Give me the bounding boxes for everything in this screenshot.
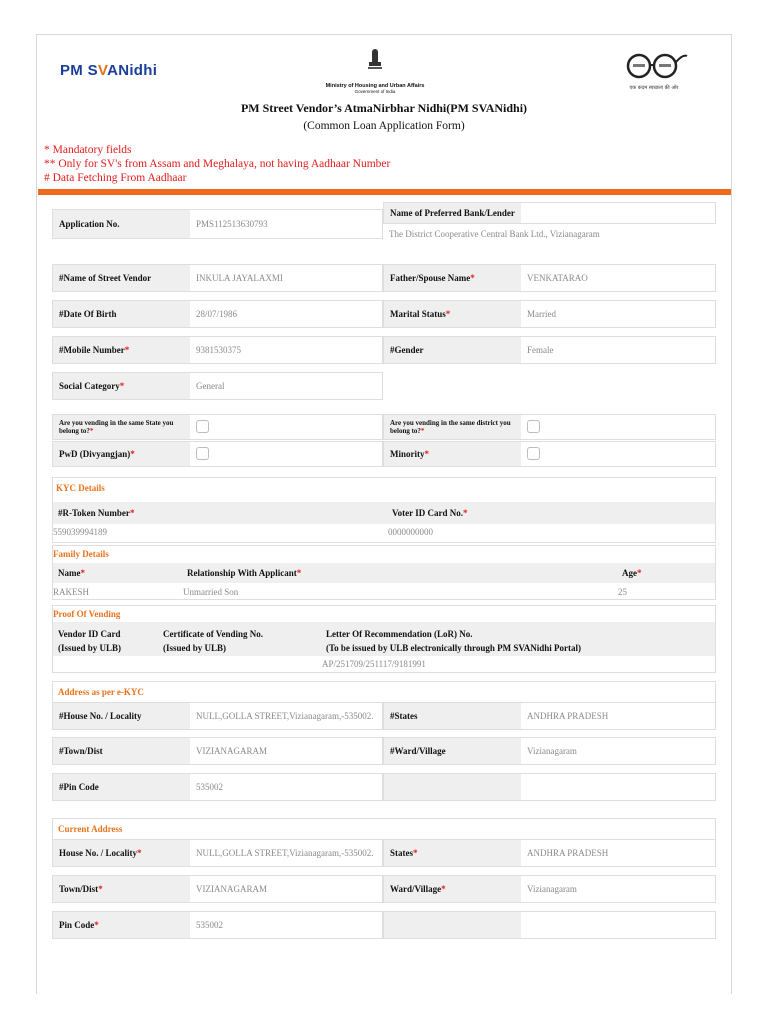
- same-district-checkbox[interactable]: [527, 420, 540, 433]
- gender-label: #Gender: [384, 337, 521, 363]
- form-subtitle: (Common Loan Application Form): [303, 120, 465, 132]
- ekyc-ward-value: Vizianagaram: [527, 746, 577, 756]
- ekyc-pin-value: 535002: [196, 782, 223, 792]
- same-state-checkbox[interactable]: [196, 420, 209, 433]
- marital-status-label: Marital Status *: [384, 301, 521, 327]
- minority-label: Minority *: [384, 442, 521, 466]
- pm-svanidhi-logo: PM SVANidhi: [60, 62, 158, 79]
- pwd-label: PwD (Divyangjan) *: [53, 442, 190, 466]
- ekyc-address-title: Address as per e-KYC: [58, 687, 144, 697]
- minority-checkbox[interactable]: [527, 447, 540, 460]
- current-pin-value: 535002: [196, 920, 223, 930]
- application-no-field: [52, 209, 383, 239]
- same-state-label: Are you vending in the same State you belong to?*: [53, 415, 190, 439]
- note-mandatory: * Mandatory fields: [44, 144, 132, 156]
- ekyc-state-label: #States: [384, 703, 521, 729]
- ekyc-house-value: NULL,GOLLA STREET,Vizianagaram,-535002.: [196, 711, 374, 721]
- minority-field: [383, 441, 716, 467]
- pwd-checkbox[interactable]: [196, 447, 209, 460]
- social-category-field: [52, 372, 383, 400]
- current-ward-value: Vizianagaram: [527, 884, 577, 894]
- swachh-caption: एक कदम स्वच्छता की ओर: [629, 85, 679, 91]
- vendor-name-label: #Name of Street Vendor: [53, 265, 190, 291]
- ekyc-state-value: ANDHRA PRADESH: [527, 711, 609, 721]
- vendor-name-value: INKULA JAYALAXMI: [196, 273, 283, 283]
- family-row-name: RAKESH: [53, 587, 90, 597]
- application-no-value: PMS112513630793: [196, 219, 268, 229]
- ekyc-house-field: [52, 702, 383, 730]
- kyc-title: KYC Details: [56, 483, 105, 493]
- legend-notes: [44, 143, 390, 185]
- ekyc-ward-field: [383, 737, 716, 765]
- family-header-row: [53, 563, 715, 583]
- marital-status-value: Married: [527, 309, 556, 319]
- ekyc-town-field: [52, 737, 383, 765]
- proof-of-vending-title: Proof Of Vending: [53, 609, 121, 619]
- current-state-label: States *: [384, 840, 521, 866]
- bank-field: [383, 202, 716, 224]
- father-spouse-field: [383, 264, 716, 292]
- father-spouse-label: Father/Spouse Name *: [384, 265, 521, 291]
- note-aadhaar: # Data Fetching From Aadhaar: [44, 172, 187, 184]
- ekyc-ward-label: #Ward/Village: [384, 738, 521, 764]
- national-emblem-icon: [366, 48, 384, 76]
- current-house-field: [52, 839, 383, 867]
- same-district-field: [383, 414, 716, 440]
- social-category-value: General: [196, 381, 225, 391]
- ekyc-town-value: VIZIANAGARAM: [196, 746, 267, 756]
- rtoken-value: 559039994189: [53, 527, 107, 537]
- vendor-id-card-header: Vendor ID Card (Issued by ULB): [58, 629, 122, 653]
- current-address-header: [52, 818, 716, 840]
- current-ward-field: [383, 875, 716, 903]
- current-address-title: Current Address: [58, 824, 123, 834]
- current-pin-label: Pin Code *: [53, 912, 190, 938]
- current-ward-label: Ward/Village *: [384, 876, 521, 902]
- current-town-value: VIZIANAGARAM: [196, 884, 267, 894]
- vendor-name-field: [52, 264, 383, 292]
- ministry-name: Ministry of Housing and Urban Affairs: [325, 83, 425, 89]
- mobile-value: 9381530375: [196, 345, 241, 355]
- father-spouse-value: VENKATARAO: [527, 273, 588, 283]
- current-house-label: House No. / Locality *: [53, 840, 190, 866]
- government-name: Government of India: [354, 89, 396, 94]
- ekyc-state-field: [383, 702, 716, 730]
- current-pin-field: [52, 911, 383, 939]
- ekyc-pin-label: #Pin Code: [53, 774, 190, 800]
- current-state-value: ANDHRA PRADESH: [527, 848, 609, 858]
- dob-field: [52, 300, 383, 328]
- lor-header: Letter Of Recommendation (LoR) No. (To be issued by ULB electronically through PM SVANidhi Portal): [326, 629, 581, 653]
- ekyc-empty-cell: [383, 773, 716, 801]
- ekyc-house-label: #House No. / Locality: [53, 703, 190, 729]
- voter-id-label: Voter ID Card No.*: [392, 508, 468, 518]
- social-category-label: Social Category *: [53, 373, 190, 399]
- ekyc-empty-label: [384, 774, 521, 800]
- ekyc-pin-field: [52, 773, 383, 801]
- current-empty-cell: [383, 911, 716, 939]
- marital-status-field: [383, 300, 716, 328]
- dob-label: #Date Of Birth: [53, 301, 190, 327]
- mobile-label: #Mobile Number *: [53, 337, 190, 363]
- family-row-relationship: Unmarried Son: [183, 587, 239, 597]
- current-town-label: Town/Dist *: [53, 876, 190, 902]
- header-divider: [38, 189, 731, 195]
- dob-value: 28/07/1986: [196, 309, 238, 319]
- gender-field: [383, 336, 716, 364]
- vending-certificate-header: Certificate of Vending No. (Issued by ULB): [163, 629, 263, 653]
- note-assam-meghalaya: ** Only for SV's from Assam and Meghalaya, not having Aadhaar Number: [44, 158, 391, 170]
- swachh-glasses-icon: [619, 52, 689, 80]
- current-house-value: NULL,GOLLA STREET,Vizianagaram,-535002.: [196, 848, 374, 858]
- family-row-age: 25: [618, 587, 627, 597]
- family-col-relationship: Relationship With Applicant*: [187, 568, 302, 578]
- bank-value: The District Cooperative Central Bank Ltd., Vizianagaram: [389, 229, 600, 239]
- voter-id-value: 0000000000: [388, 527, 433, 537]
- ministry-emblem: [320, 48, 430, 94]
- bank-label: Name of Preferred Bank/Lender: [384, 203, 521, 223]
- ekyc-town-label: #Town/Dist: [53, 738, 190, 764]
- kyc-header-row: [53, 502, 715, 524]
- swachh-bharat-logo: [614, 52, 694, 91]
- family-col-name: Name*: [58, 568, 85, 578]
- lor-value: AP/251709/251117/9181991: [322, 659, 426, 669]
- current-state-field: [383, 839, 716, 867]
- same-district-label: Are you vending in the same district you belong to?*: [384, 415, 521, 439]
- mobile-field: [52, 336, 383, 364]
- application-no-label: Application No.: [53, 210, 190, 238]
- family-title: Family Details: [53, 549, 109, 559]
- family-col-age: Age*: [622, 568, 642, 578]
- rtoken-label: #R-Token Number*: [58, 508, 135, 518]
- form-title: PM Street Vendor’s AtmaNirbhar Nidhi(PM SVANidhi): [240, 101, 528, 115]
- same-state-field: [52, 414, 383, 440]
- pwd-field: [52, 441, 383, 467]
- current-empty-label: [384, 912, 521, 938]
- ekyc-address-header: [52, 681, 716, 703]
- current-town-field: [52, 875, 383, 903]
- gender-value: Female: [527, 345, 554, 355]
